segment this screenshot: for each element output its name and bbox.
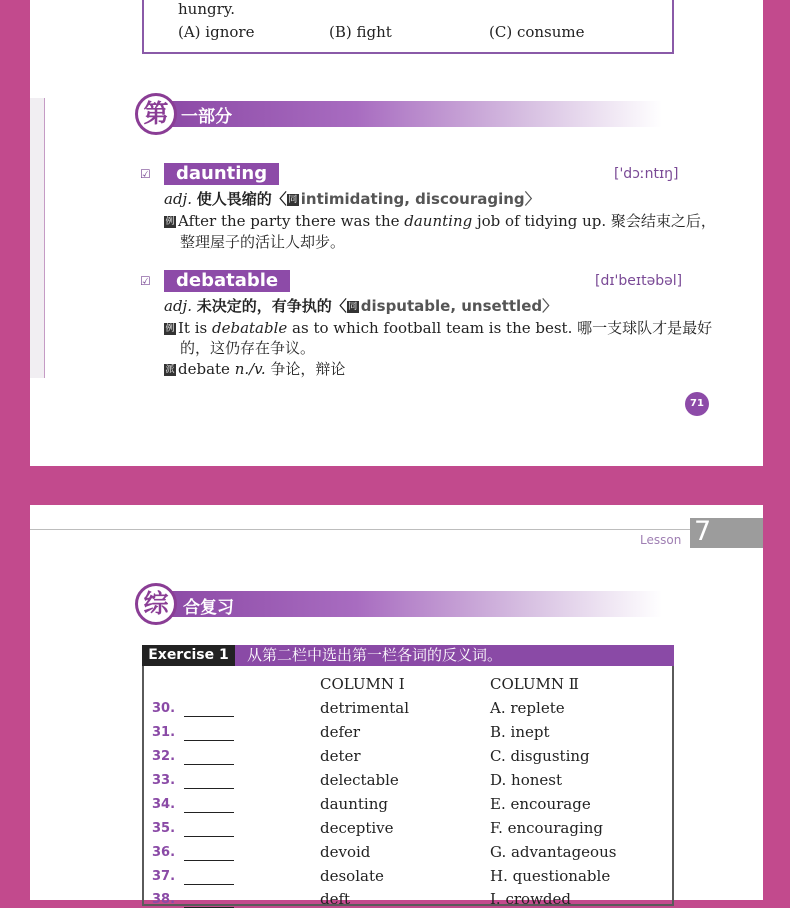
- answer-blank[interactable]: [184, 884, 234, 885]
- example-mark-icon: 例: [165, 324, 175, 334]
- column-1-word: deter: [320, 747, 361, 765]
- column-1-word: detrimental: [320, 699, 410, 717]
- synonyms: disputable, unsettled: [360, 297, 543, 315]
- example-line: 例 It is debatable as to which football team is the best. 哪一支球队才是最好: [165, 319, 713, 337]
- meaning: 未决定的，有争执的〈: [196, 297, 347, 315]
- section-title: 合复习: [183, 598, 234, 618]
- option-c: (C) consume: [489, 23, 585, 41]
- exercise-header: [142, 645, 674, 666]
- row-number: 34.: [152, 797, 176, 812]
- exercise-label: Exercise 1: [142, 645, 235, 666]
- book-page-top: [30, 0, 763, 466]
- row-number: 37.: [152, 869, 176, 884]
- synonym-mark-icon: 同: [288, 195, 298, 205]
- column-1-word: deft: [320, 890, 351, 908]
- lesson-label: Lesson: [640, 533, 682, 547]
- part-of-speech: adj.: [164, 190, 192, 208]
- synonym-mark-icon: 同: [348, 302, 358, 312]
- answer-blank[interactable]: [184, 740, 234, 741]
- column-1-word: defer: [320, 723, 361, 741]
- column-2-word: E. encourage: [490, 795, 591, 813]
- phonetic: ['dɔːntɪŋ]: [614, 166, 679, 182]
- row-number: 30.: [152, 701, 176, 716]
- column-2-word: D. honest: [490, 771, 562, 789]
- question-text: hungry.: [178, 0, 236, 18]
- column-2-word: I. crowded: [490, 890, 571, 908]
- headword-debatable: debatable: [164, 270, 290, 292]
- synonyms: intimidating, discouraging: [300, 190, 525, 208]
- option-b: (B) fight: [329, 23, 392, 41]
- section-char-badge: 第: [135, 93, 177, 135]
- section-char-badge: 综: [135, 583, 177, 625]
- answer-blank[interactable]: [184, 836, 234, 837]
- row-number: 33.: [152, 773, 176, 788]
- checkbox-icon: ☑: [140, 274, 151, 288]
- lesson-number: 7: [694, 516, 712, 547]
- row-number: 31.: [152, 725, 176, 740]
- column-2-word: B. inept: [490, 723, 550, 741]
- exercise-instruction: 从第二栏中选出第一栏各词的反义词。: [247, 646, 503, 664]
- headword-daunting: daunting: [164, 163, 279, 185]
- page-margin-bar: [30, 98, 45, 378]
- definition-line: adj. 未决定的，有争执的〈同 disputable, unsettled〉: [164, 297, 558, 315]
- column-1-word: deceptive: [320, 819, 394, 837]
- row-number: 35.: [152, 821, 176, 836]
- example-line-2: 的，这仍存在争议。: [180, 339, 316, 357]
- column-2-header: COLUMN Ⅱ: [490, 675, 580, 693]
- column-1-word: desolate: [320, 867, 384, 885]
- answer-blank[interactable]: [184, 716, 234, 717]
- example-line-2: 整理屋子的活让人却步。: [180, 233, 346, 251]
- answer-blank[interactable]: [184, 788, 234, 789]
- row-number: 32.: [152, 749, 176, 764]
- derivative-mark-icon: 派: [165, 365, 175, 375]
- answer-blank[interactable]: [184, 812, 234, 813]
- column-2-word: G. advantageous: [490, 843, 617, 861]
- example-mark-icon: 例: [165, 217, 175, 227]
- definition-line: adj. 使人畏缩的〈同 intimidating, discouraging〉: [164, 190, 540, 208]
- example-line: 例 After the party there was the daunting job of tidying up. 聚会结束之后，: [165, 212, 716, 230]
- column-2-word: F. encouraging: [490, 819, 604, 837]
- column-1-header: COLUMN Ⅰ: [320, 675, 405, 693]
- part-of-speech: adj.: [164, 297, 192, 315]
- column-2-word: H. questionable: [490, 867, 611, 885]
- row-number: 36.: [152, 845, 176, 860]
- derivative-line: 派 debate n./v. 争论，辩论: [165, 360, 346, 378]
- phonetic: [dɪ'beɪtəbəl]: [595, 273, 683, 289]
- answer-blank[interactable]: [184, 860, 234, 861]
- answer-blank[interactable]: [184, 764, 234, 765]
- column-1-word: devoid: [320, 843, 371, 861]
- question-box: [142, 0, 674, 54]
- checkbox-icon: ☑: [140, 167, 151, 181]
- option-a: (A) ignore: [178, 23, 255, 41]
- header-rule: [30, 529, 690, 530]
- meaning: 使人畏缩的〈: [196, 190, 287, 208]
- page-number: 71: [685, 392, 709, 416]
- row-number: 38.: [152, 892, 176, 907]
- column-2-word: C. disgusting: [490, 747, 590, 765]
- section-title: 一部分: [181, 107, 232, 127]
- column-1-word: daunting: [320, 795, 388, 813]
- book-page-bottom: [30, 505, 763, 908]
- column-2-word: A. replete: [490, 699, 565, 717]
- column-1-word: delectable: [320, 771, 399, 789]
